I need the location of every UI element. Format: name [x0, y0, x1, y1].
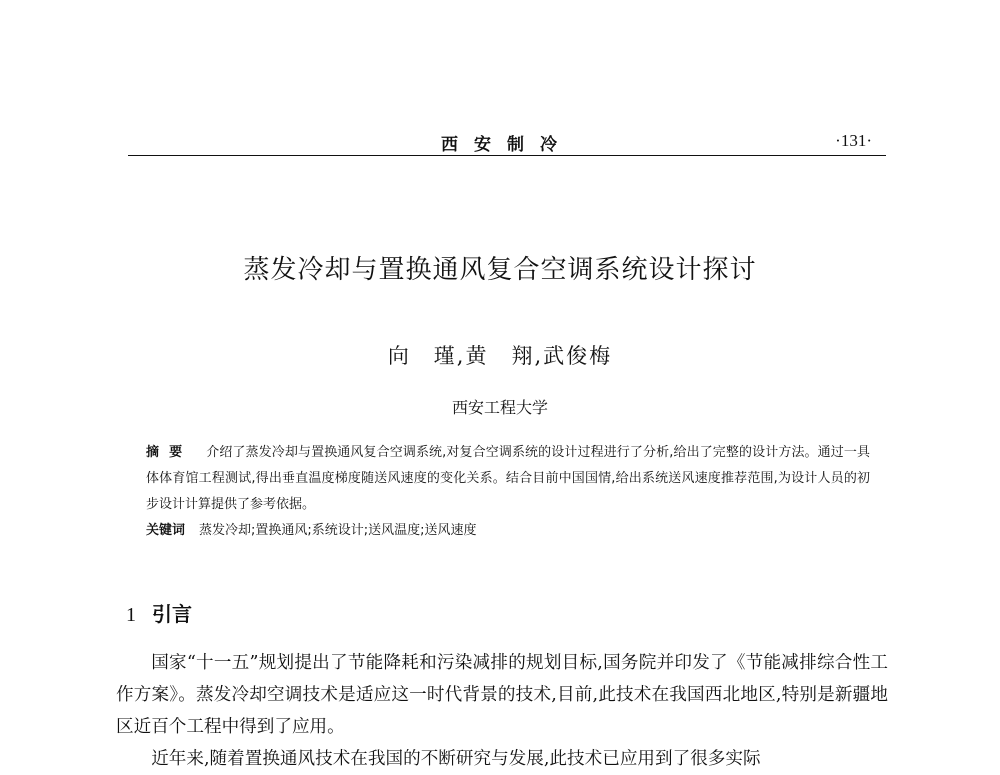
abstract-label: 摘要	[146, 445, 193, 460]
page-number: ·131·	[835, 131, 872, 150]
body-paragraph: 近年来,随着置换通风技术在我国的不断研究与发展,此技术已应用到了很多实际	[151, 749, 761, 769]
keywords-text: 蒸发冷却;置换通风;系统设计;送风温度;送风速度	[199, 523, 477, 538]
body-text	[116, 647, 888, 775]
section-title: 引言	[152, 602, 192, 626]
keywords	[146, 518, 870, 544]
article-title: 蒸发冷却与置换通风复合空调系统设计探讨	[243, 255, 757, 285]
section-heading	[126, 598, 192, 627]
abstract-text: 介绍了蒸发冷却与置换通风复合空调系统,对复合空调系统的设计过程进行了分析,给出了完整的设计方法。通过一具体体育馆工程测试,得出垂直温度梯度随送风速度的变化关系。结合目前中国国情,给出系统送风速度推荐范围,为设计人员的初步设计计算提供了参考依据。	[146, 445, 870, 512]
affiliation: 西安工程大学	[451, 398, 548, 417]
section-number: 1	[126, 604, 136, 626]
journal-name: 西安制冷	[441, 135, 573, 155]
body-paragraph: 国家“十一五”规划提出了节能降耗和污染减排的规划目标,国务院并印发了《节能减排综合性工作方案》。蒸发冷却空调技术是适应这一时代背景的技术,目前,此技术在我国西北地区,特别是新疆地区近百个工程中得到了应用。	[116, 653, 888, 737]
header-rule	[128, 155, 886, 156]
keywords-label: 关键词	[146, 523, 186, 538]
abstract	[146, 440, 870, 518]
author-list: 向 瑾,黄 翔,武俊梅	[387, 344, 613, 368]
page-header	[128, 124, 886, 158]
